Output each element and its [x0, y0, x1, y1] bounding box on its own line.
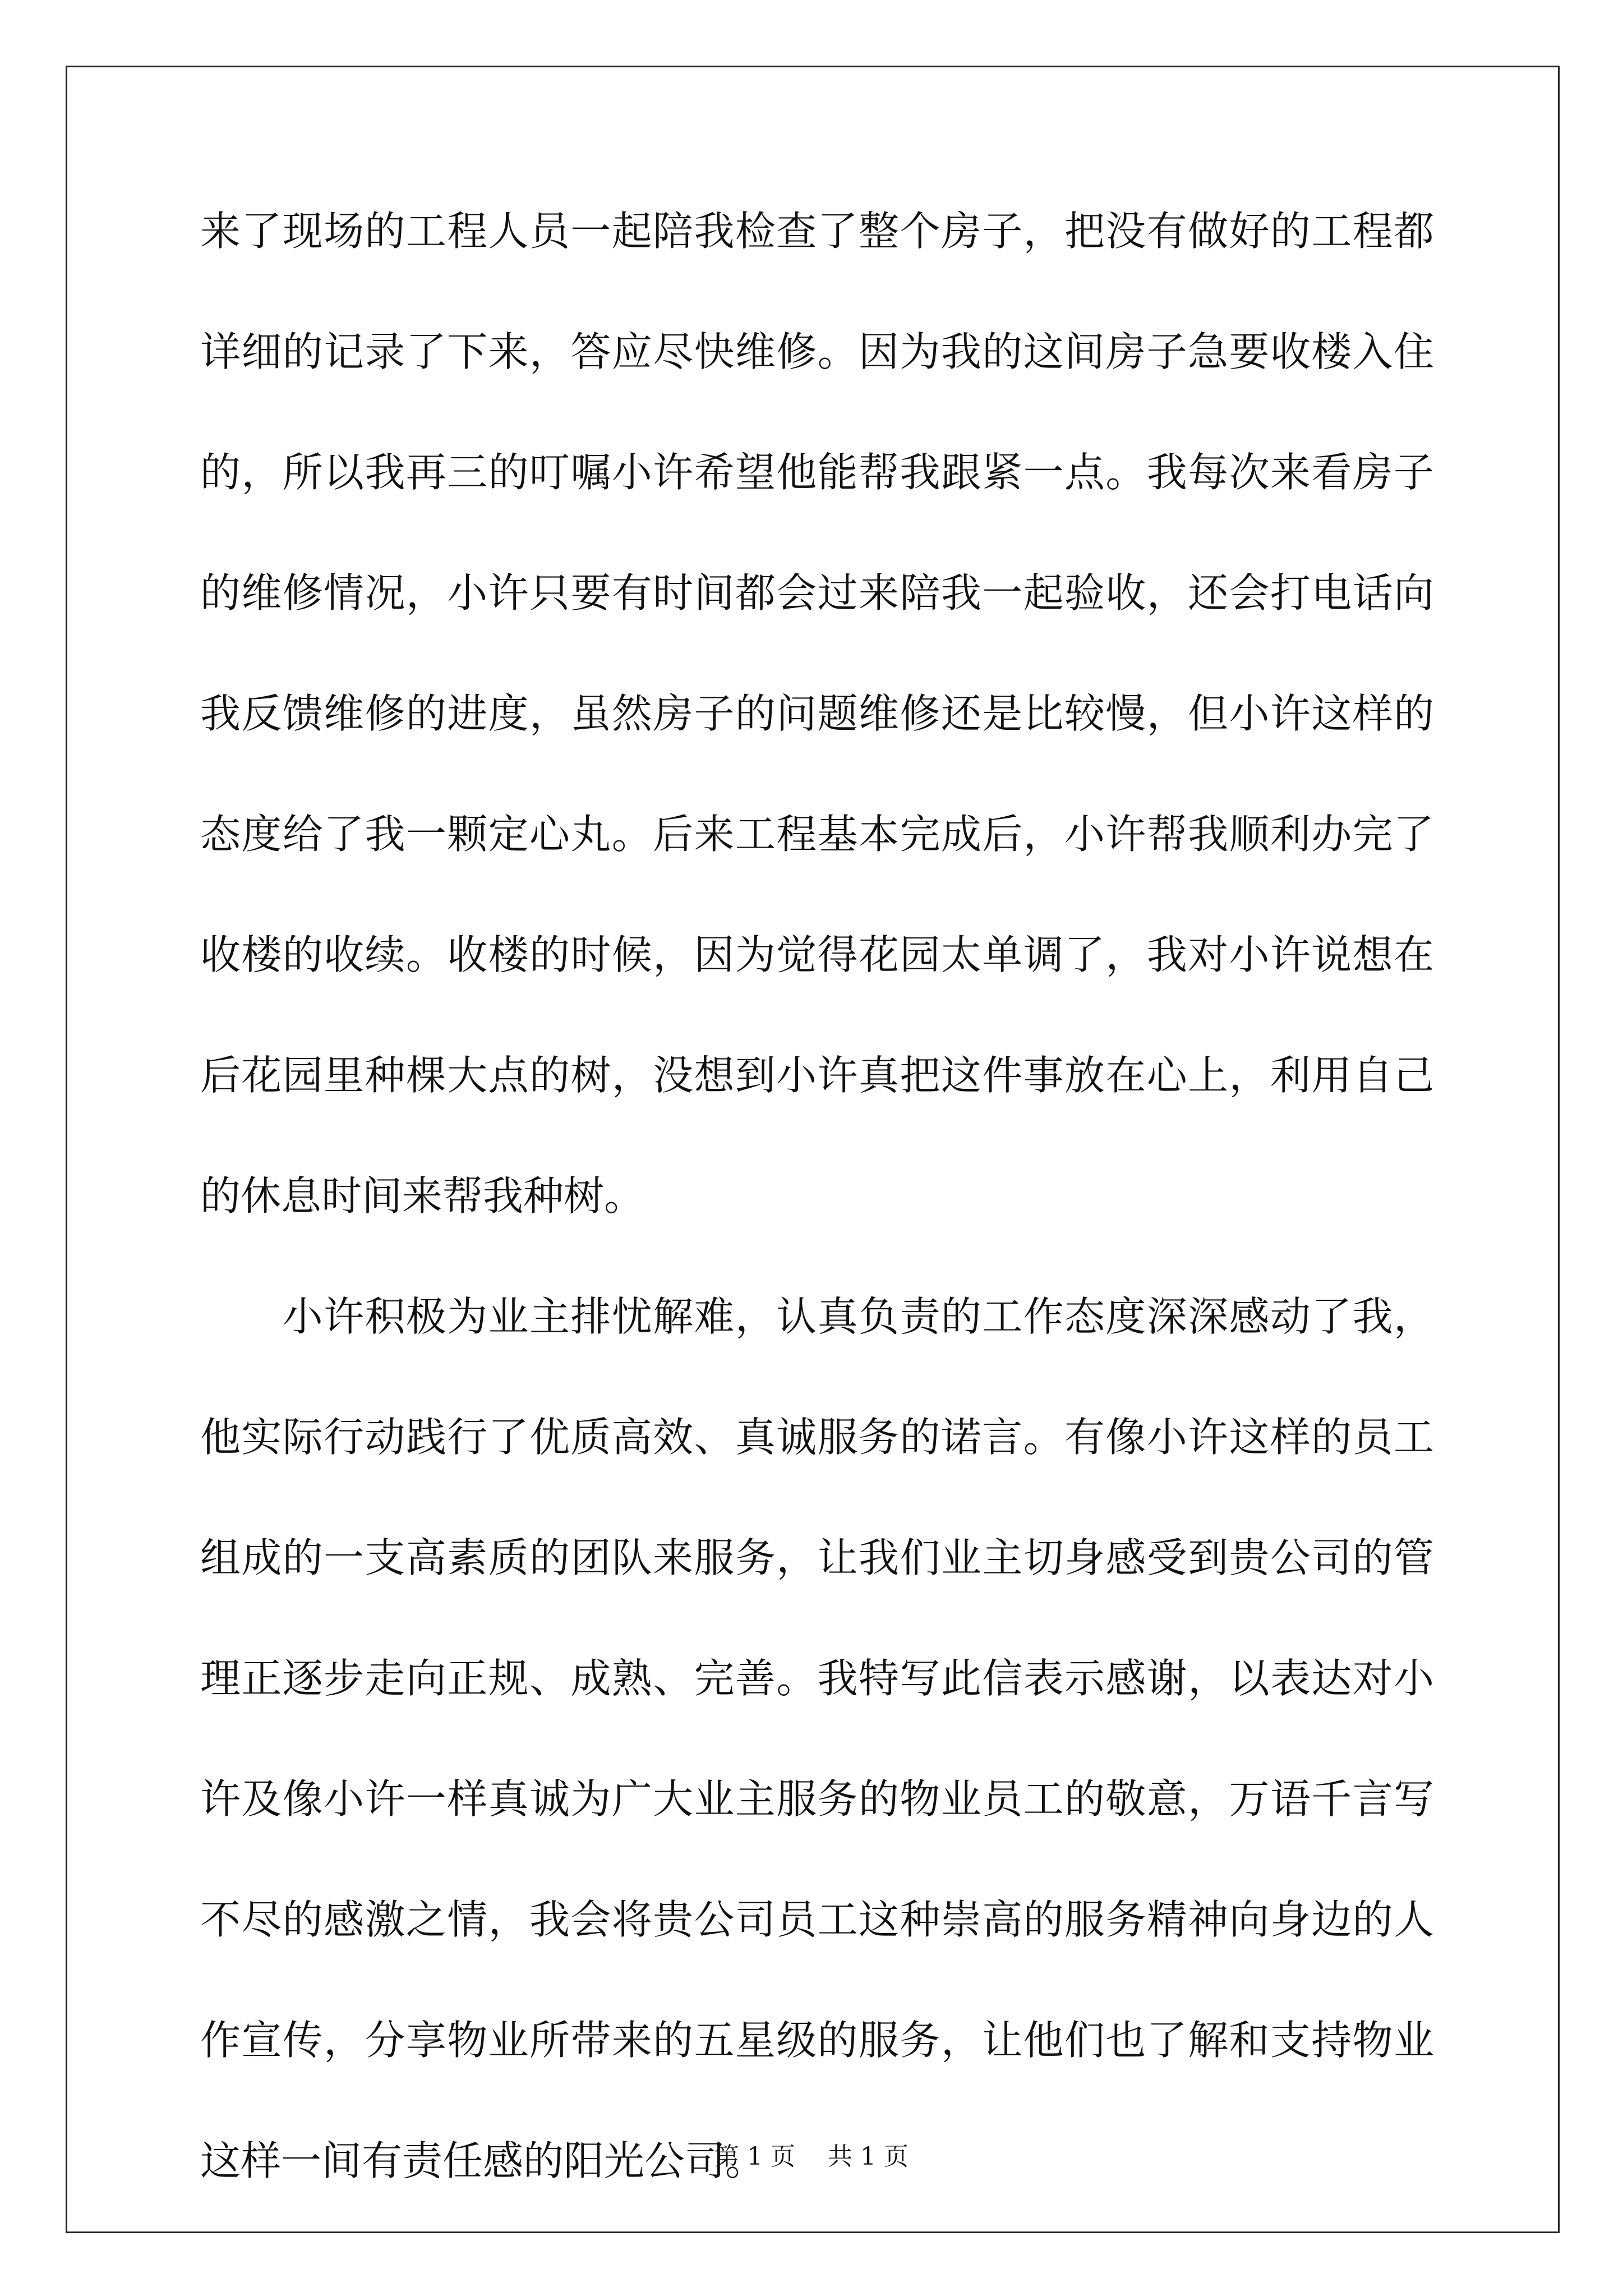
text-line: 后花园里种棵大点的树，没想到小许真把这件事放在心上，利用自己 — [200, 1052, 1434, 1099]
text-line: 理正逐步走向正规、成熟、完善。我特写此信表示感谢，以表达对小 — [200, 1655, 1434, 1702]
paragraph-end-line: 的休息时间来帮我种树。 — [200, 1172, 645, 1220]
text-line: 组成的一支高素质的团队来服务，让我们业主切身感受到贵公司的管 — [200, 1534, 1434, 1581]
page-number-footer — [0, 2136, 1623, 2172]
text-line: 作宣传，分享物业所带来的五星级的服务，让他们也了解和支持物业 — [200, 2017, 1434, 2064]
letter-body — [200, 197, 1434, 2248]
text-line: 收楼的收续。收楼的时候，因为觉得花园太单调了，我对小许说想在 — [200, 931, 1434, 978]
paragraph-end-line: 这样一间有责任感的阳光公司。 — [200, 2137, 766, 2184]
text-line: 不尽的感激之情，我会将贵公司员工这种崇高的服务精神向身边的人 — [200, 1896, 1434, 1943]
text-line: 态度给了我一颗定心丸。后来工程基本完成后，小许帮我顺利办完了 — [200, 811, 1434, 858]
text-line: 详细的记录了下来，答应尽快维修。因为我的这间房子急要收楼入住 — [200, 328, 1434, 375]
text-line: 的维修情况，小许只要有时间都会过来陪我一起验收，还会打电话向 — [200, 569, 1434, 616]
text-line: 许及像小许一样真诚为广大业主服务的物业员工的敬意，万语千言写 — [200, 1775, 1434, 1823]
text-line: 他实际行动践行了优质高效、真诚服务的诺言。有像小许这样的员工 — [200, 1414, 1434, 1461]
text-line: 来了现场的工程人员一起陪我检查了整个房子，把没有做好的工程都 — [200, 208, 1434, 255]
paragraph-start-line: 小许积极为业主排忧解难，认真负责的工作态度深深感动了我， — [200, 1293, 1434, 1340]
text-line: 的，所以我再三的叮嘱小许希望他能帮我跟紧一点。我每次来看房子 — [200, 449, 1434, 496]
text-line: 我反馈维修的进度，虽然房子的问题维修还是比较慢，但小许这样的 — [200, 690, 1434, 737]
page-label: 第 1 页 共 1 页 — [714, 2142, 909, 2171]
